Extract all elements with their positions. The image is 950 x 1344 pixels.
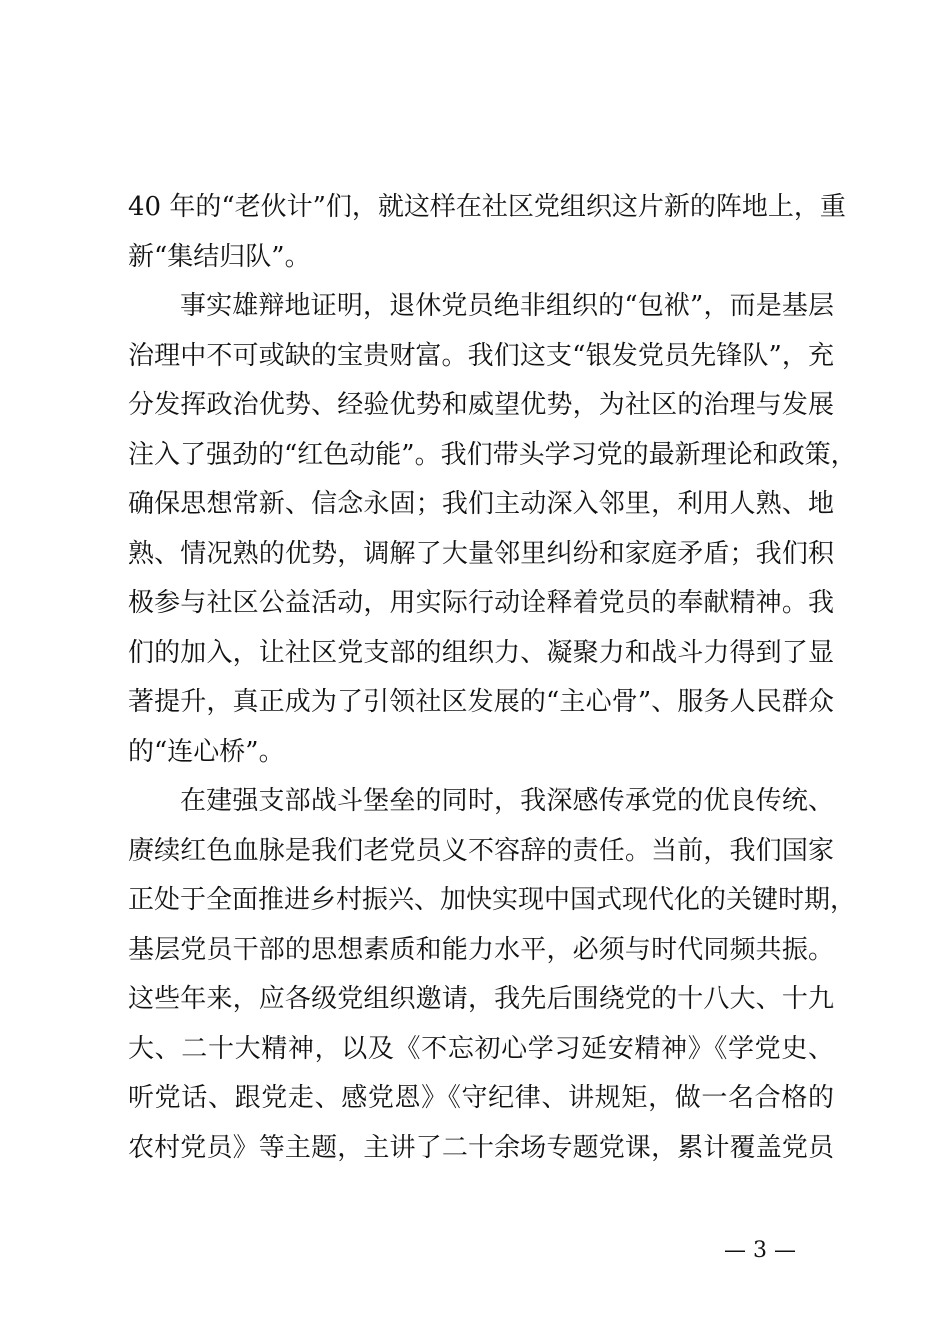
text-line: 赓续红色血脉是我们老党员义不容辞的责任。当前，我们国家 [128, 835, 834, 866]
text-line: 这些年来，应各级党组织邀请，我先后围绕党的十八大、十九 [128, 984, 834, 1014]
text-line: 农村党员》等主题，主讲了二十余场专题党课，累计覆盖党员 [128, 1132, 834, 1163]
text-line: 注入了强劲的“红色动能”。我们带头学习党的最新理论和政策， [128, 439, 857, 470]
text-line: 极参与社区公益活动，用实际行动诠释着党员的奉献精神。我 [128, 588, 834, 618]
text-line: 正处于全面推进乡村振兴、加快实现中国式现代化的关键时期， [128, 885, 857, 915]
page-number: — 3 — [724, 1238, 796, 1263]
paragraph-first-line: 事实雄辩地证明，退休党员绝非组织的“包袱”，而是基层 [180, 291, 834, 321]
text-line: 听党话、跟党走、感党恩》《守纪律、讲规矩，做一名合格的 [128, 1083, 834, 1113]
text-line: 大、二十大精神，以及《不忘初心学习延安精神》《学党史、 [128, 1033, 834, 1064]
text-line: 的“连心桥”。 [128, 736, 285, 767]
text-line: 基层党员干部的思想素质和能力水平，必须与时代同频共振。 [128, 934, 834, 965]
text-line: 新“集结归队”。 [128, 241, 311, 272]
text-line: 治理中不可或缺的宝贵财富。我们这支“银发党员先锋队”，充 [128, 340, 834, 371]
text-line: 著提升，真正成为了引领社区发展的“主心骨”、服务人民群众 [128, 687, 834, 717]
text-line: 40 年的“老伙计”们，就这样在社区党组织这片新的阵地上，重 [128, 192, 846, 222]
text-line: 们的加入，让社区党支部的组织力、凝聚力和战斗力得到了显 [128, 637, 834, 668]
text-line: 确保思想常新、信念永固；我们主动深入邻里，利用人熟、地 [128, 489, 834, 519]
text-line: 分发挥政治优势、经验优势和威望优势，为社区的治理与发展 [128, 390, 834, 420]
paragraph-first-line: 在建强支部战斗堡垒的同时，我深感传承党的优良传统、 [180, 786, 834, 816]
text-line: 熟、情况熟的优势，调解了大量邻里纠纷和家庭矛盾；我们积 [128, 538, 834, 569]
body-text [128, 183, 857, 1173]
